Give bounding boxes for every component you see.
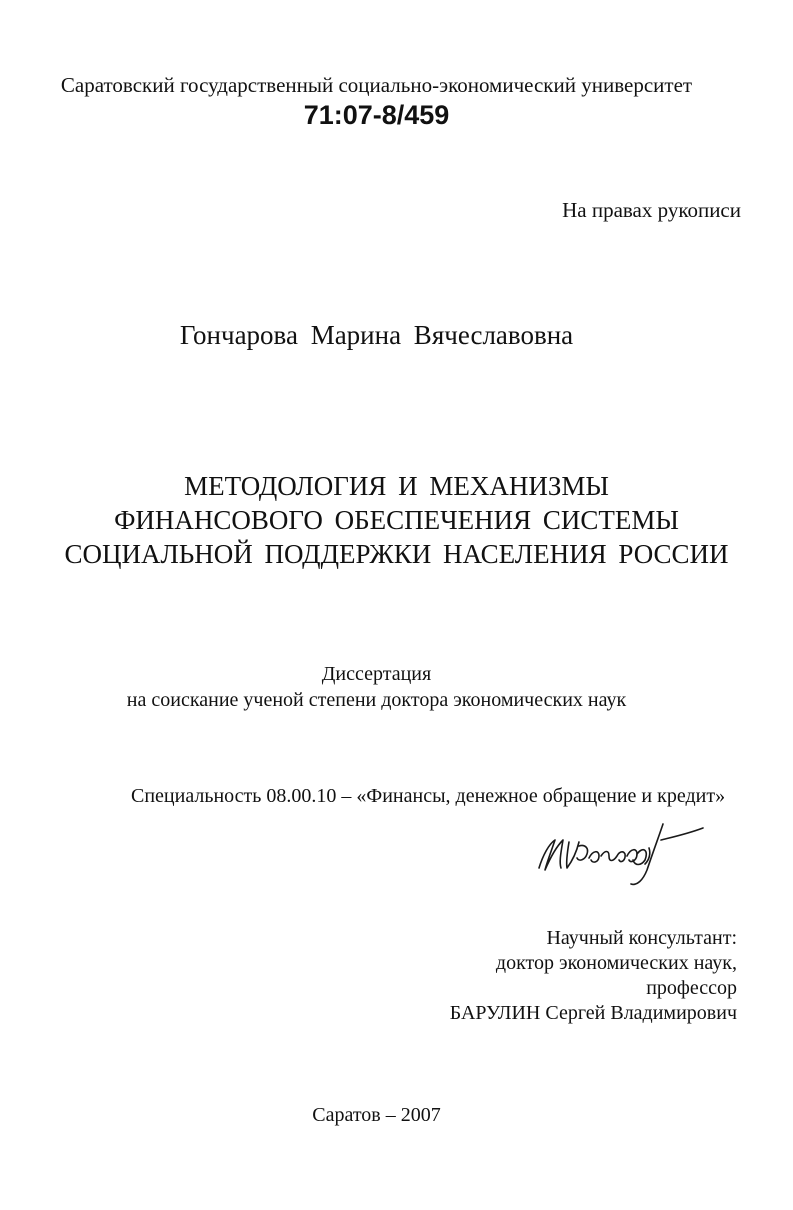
specialty-line: Специальность 08.00.10 – «Финансы, денежное обращение и кредит» (131, 785, 726, 807)
author-name: Гончарова Марина Вячеславовна (179, 320, 574, 350)
handwritten-signature (533, 810, 713, 890)
dissertation-title (0, 469, 793, 571)
title-line: СОЦИАЛЬНОЙ ПОДДЕРЖКИ НАСЕЛЕНИЯ РОССИИ (64, 539, 729, 569)
call-number: 71:07-8/459 (303, 100, 450, 130)
advisor-degree: доктор экономических наук, (495, 952, 737, 974)
title-line: МЕТОДОЛОГИЯ И МЕХАНИЗМЫ (184, 471, 609, 501)
dissertation-type: Диссертация (321, 663, 432, 685)
advisor-role: Научный консультант: (546, 927, 737, 949)
scientific-advisor (450, 926, 737, 1026)
advisor-title: профессор (646, 977, 737, 999)
title-line: ФИНАНСОВОГО ОБЕСПЕЧЕНИЯ СИСТЕМЫ (114, 505, 679, 535)
city-year: Саратов – 2007 (312, 1104, 441, 1126)
university-name: Саратовский государственный социально-экономический университет (60, 73, 693, 97)
dissertation-degree: на соискание ученой степени доктора экономических наук (126, 689, 627, 711)
advisor-name: БАРУЛИН Сергей Владимирович (449, 1002, 737, 1024)
rights-note: На правах рукописи (562, 198, 741, 222)
